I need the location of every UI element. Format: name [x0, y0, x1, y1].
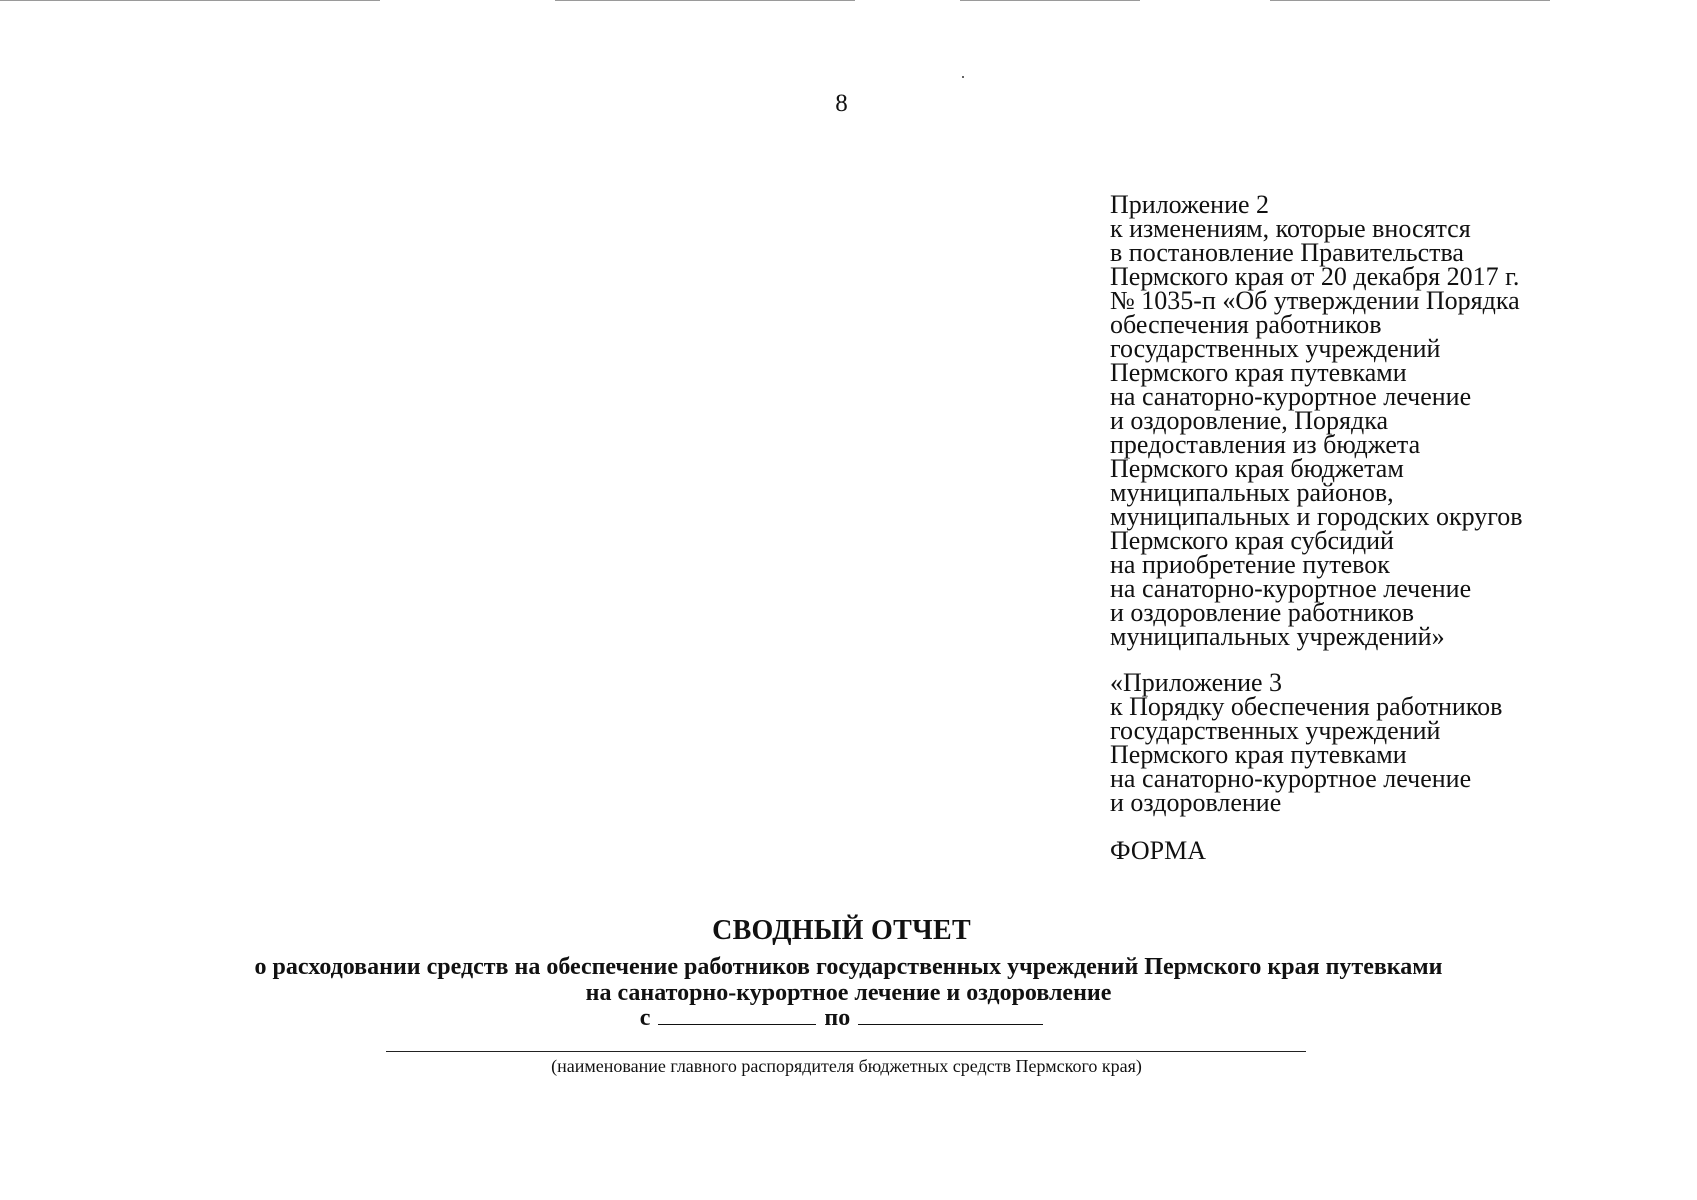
- annex-2-line: на санаторно-курортное лечение: [1110, 574, 1472, 603]
- annex-3-line: на санаторно-курортное лечение: [1110, 764, 1472, 793]
- annex-2-line: предоставления из бюджета: [1110, 430, 1421, 459]
- annex-3-line: Пермского края путевками: [1110, 740, 1407, 769]
- scan-edge-line: [555, 0, 855, 1]
- annex-2-line: Приложение 2: [1110, 190, 1270, 219]
- period-to-field[interactable]: [858, 1004, 1043, 1025]
- annex-3-line: государственных учреждений: [1110, 716, 1441, 745]
- annex-2-line: Пермского края от 20 декабря 2017 г.: [1110, 262, 1520, 291]
- period-to-label: по: [824, 1005, 851, 1031]
- scan-edge-line: [0, 0, 380, 1]
- scan-edge-line: [1270, 0, 1550, 1]
- annex-2-line: на санаторно-курортное лечение: [1110, 382, 1472, 411]
- report-subtitle-line: о расходовании средств на обеспечение работников государственных учреждений Пермского края путевками: [254, 954, 1443, 980]
- annex-header-block: [1110, 190, 1670, 865]
- annex-3-line: и оздоровление: [1110, 788, 1282, 817]
- annex-3-line: к Порядку обеспечения работников: [1110, 692, 1503, 721]
- annex-2-line: к изменениям, которые вносятся: [1110, 214, 1471, 243]
- annex-2-line: государственных учреждений: [1110, 334, 1441, 363]
- annex-2-line: муниципальных и городских округов: [1110, 502, 1523, 531]
- annex-2-reference: [1110, 190, 1670, 651]
- annex-2-line: муниципальных районов,: [1110, 478, 1394, 507]
- scan-edge-line: [960, 0, 1140, 1]
- report-title: СВОДНЫЙ ОТЧЕТ: [712, 915, 971, 946]
- scan-speck: [962, 76, 964, 78]
- report-period: [0, 1004, 1683, 1031]
- organization-name-caption: (наименование главного распорядителя бюджетных средств Пермского края): [551, 1056, 1142, 1076]
- annex-3-reference: [1110, 668, 1670, 817]
- annex-3-line: «Приложение 3: [1110, 668, 1283, 697]
- organization-name-field[interactable]: [386, 1051, 1306, 1052]
- report-subtitle-line: на санаторно-курортное лечение и оздоровление: [585, 980, 1112, 1006]
- annex-2-line: на приобретение путевок: [1110, 550, 1390, 579]
- period-from-label: с: [639, 1005, 651, 1031]
- annex-2-line: и оздоровление, Порядка: [1110, 406, 1389, 435]
- annex-2-line: обеспечения работников: [1110, 310, 1382, 339]
- annex-2-line: муниципальных учреждений»: [1110, 622, 1445, 651]
- annex-2-line: Пермского края бюджетам: [1110, 454, 1404, 483]
- form-label: ФОРМА: [1110, 836, 1206, 865]
- annex-2-line: и оздоровление работников: [1110, 598, 1414, 627]
- period-from-field[interactable]: [658, 1004, 816, 1025]
- annex-2-line: Пермского края субсидий: [1110, 526, 1394, 555]
- report-subtitle: [0, 954, 1697, 1006]
- annex-2-line: № 1035-п «Об утверждении Порядка: [1110, 286, 1520, 315]
- annex-2-line: Пермского края путевками: [1110, 358, 1407, 387]
- page-number: 8: [835, 90, 848, 117]
- annex-2-line: в постановление Правительства: [1110, 238, 1464, 267]
